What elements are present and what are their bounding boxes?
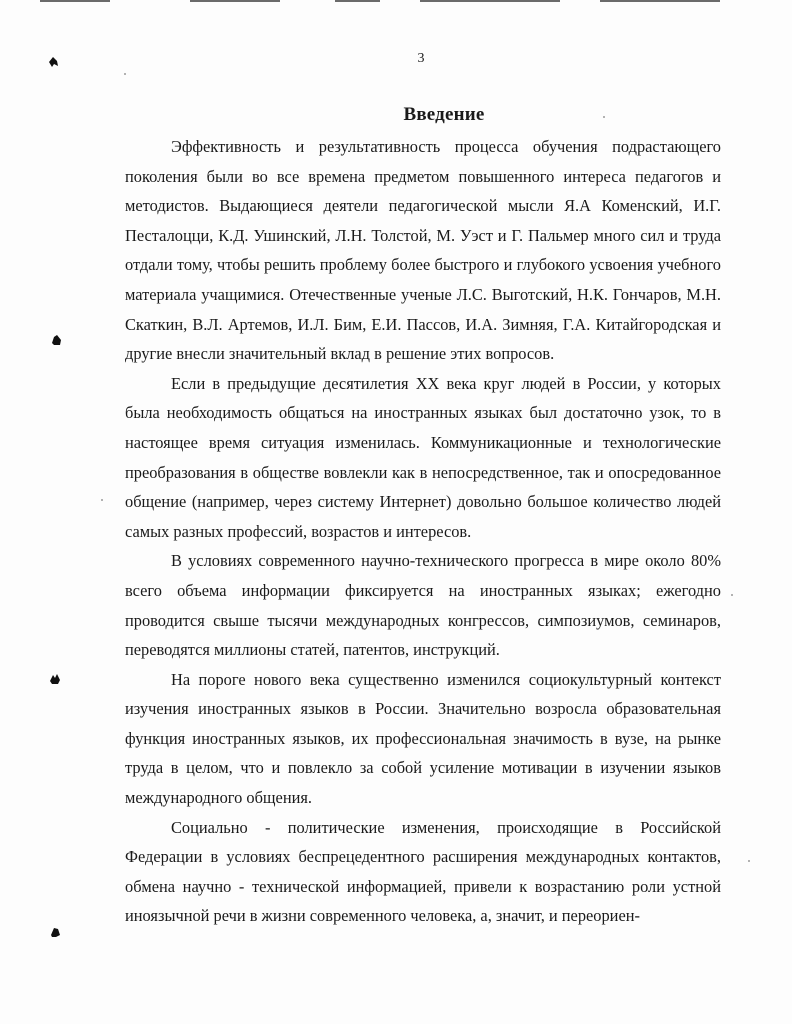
page-number: 3 bbox=[417, 51, 425, 66]
speck bbox=[101, 499, 103, 501]
speck bbox=[748, 860, 750, 862]
scan-line bbox=[600, 0, 720, 2]
paragraph: Социально - политические изменения, происходящие в Российской Федерации в условиях беспрецедентного расширения международных контактов, обмена научно - технической информацией, привели к возрастанию роли устной иноязычной речи в жизни современного человека, а, значит, и переориен- bbox=[125, 817, 721, 926]
speck bbox=[124, 73, 126, 75]
scan-line bbox=[420, 0, 560, 2]
paragraph: В условиях современного научно-технического прогресса в мире около 80% всего объема информации фиксируется на иностранных языках; ежегодно проводится свыше тысячи международных конгрессов, симпозиумов, семинаров, переводятся миллионы статей, патентов, инструкций. bbox=[125, 551, 721, 660]
binder-hole-mark-icon bbox=[49, 926, 61, 938]
binder-hole-mark-icon bbox=[50, 334, 62, 346]
binder-hole-mark-icon bbox=[49, 673, 61, 685]
paragraph: На пороге нового века существенно изменился социокультурный контекст изучения иностранных языков в России. Значительно возросла образовательная функция иностранных языков, их профессиональная значимость в вузе, на рынке труда в целом, что и повлекло за собой усиление мотивации в изучении языков международного общения. bbox=[125, 669, 721, 808]
body-text bbox=[125, 132, 721, 931]
section-heading: Введение bbox=[403, 104, 485, 125]
paragraph: Эффективность и результативность процесса обучения подрастающего поколения были во все времена предметом повышенного интереса педагогов и методистов. Выдающиеся деятели педагогической мысли Я.А Коменский, И.Г. Песталоцци, К.Д. Ушинский, Л.Н. Толстой, М. Уэст и Г. Пальмер много сил и труда отдали тому, чтобы решить проблему более быстрого и глубокого усвоения учебного материала учащимися. Отечественные ученые Л.С. Выготский, Н.К. Гончаров, М.Н. Скаткин, В.Л. Артемов, И.Л. Бим, Е.И. Пассов, И.А. Зимняя, Г.А. Китайгородская и другие внесли значительный вклад в решение этих вопросов. bbox=[125, 137, 721, 364]
scan-line bbox=[40, 0, 110, 2]
paragraph: Если в предыдущие десятилетия XX века круг людей в России, у которых была необходимость общаться на иностранных языках был достаточно узок, то в настоящее время ситуация изменилась. Коммуникационные и технологические преобразования в обществе вовлекли как в непосредственное, так и опосредованное общение (например, через систему Интернет) довольно большое количество людей самых разных профессий, возрастов и интересов. bbox=[125, 373, 721, 541]
scan-line bbox=[190, 0, 280, 2]
scan-line bbox=[335, 0, 380, 2]
speck bbox=[731, 594, 733, 596]
